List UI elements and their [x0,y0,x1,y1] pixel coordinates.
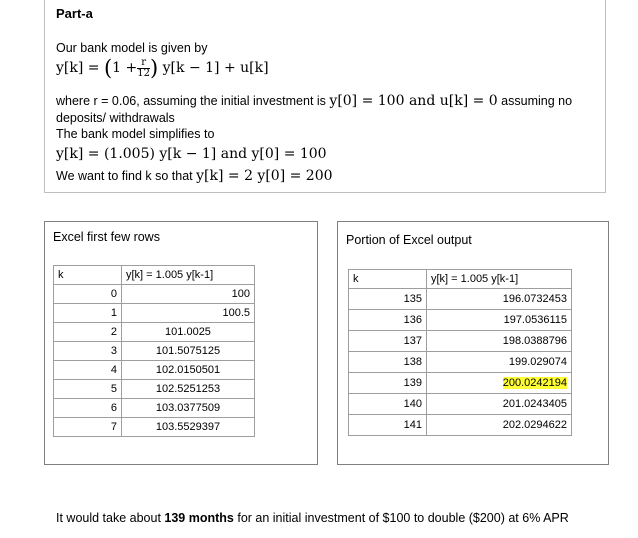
table-row [54,418,255,437]
table-row [54,285,255,304]
k-cell: 4 [54,361,122,380]
y-cell-highlighted [427,373,572,394]
table-header-row [54,266,255,285]
table-row [54,323,255,342]
y-cell: 202.0294622 [427,415,572,436]
find-line [56,168,333,184]
y-cell: 201.0243405 [427,394,572,415]
k-cell: 0 [54,285,122,304]
y-cell: 101.0025 [122,323,255,342]
simplified-equation [56,145,327,163]
k-cell: 1 [54,304,122,323]
eq1-one-plus: 1 + [112,60,138,77]
conclusion-text [56,510,569,526]
eq2-math-2: y[0] = 100 [251,146,327,162]
conclusion-part-2: for an initial investment of $100 to double ($200) at 6% APR [233,511,569,525]
y-cell: 100.5 [122,304,255,323]
y-cell: 103.5529397 [122,418,255,437]
where-text-3: assuming no [497,94,573,108]
col-y-header: y[k] = 1.005 y[k-1] [427,270,572,289]
k-cell: 138 [349,352,427,373]
k-cell: 139 [349,373,427,394]
y-cell: 196.0732453 [427,289,572,310]
where-math-1: y[0] = 100 [329,93,405,109]
k-cell: 137 [349,331,427,352]
col-k-header: k [349,270,427,289]
conclusion-bold: 139 months [164,511,234,525]
bank-model-equation [56,56,269,80]
find-text: We want to find k so that [56,169,197,183]
table-row [349,415,572,436]
conclusion-part-1: It would take about [56,511,165,525]
where-line [56,93,572,109]
eq1-lhs: y[k] = [56,60,104,77]
table-row [349,331,572,352]
table-row [54,342,255,361]
where-text-2: and [404,93,440,109]
excel-output-panel [337,221,609,465]
excel-first-rows-panel [44,221,318,465]
table-row [349,289,572,310]
table-row [349,352,572,373]
table-row [349,394,572,415]
where-line-2: deposits/ withdrawals [56,111,175,125]
eq1-open: ( [103,56,113,80]
table-row [54,399,255,418]
part-label: Part-a [56,6,93,21]
k-cell: 5 [54,380,122,399]
table-row [349,310,572,331]
eq1-close: ) [149,56,159,80]
left-excel-table [53,265,255,437]
k-cell: 135 [349,289,427,310]
col-y-header: y[k] = 1.005 y[k-1] [122,266,255,285]
eq1-denominator: 12 [137,67,150,79]
y-cell: 199.029074 [427,352,572,373]
eq2-text: and [216,146,252,162]
k-cell: 136 [349,310,427,331]
k-cell: 6 [54,399,122,418]
y-cell: 102.5251253 [122,380,255,399]
table-row [54,380,255,399]
eq2-math-1: y[k] = (1.005) y[k − 1] [56,146,217,162]
where-text-1: where r = 0.06, assuming the initial investment is [56,94,330,108]
eq1-numerator: r [137,58,150,69]
col-k-header: k [54,266,122,285]
highlighted-value: 200.0242194 [502,377,567,389]
where-math-2: u[k] = 0 [439,93,498,109]
y-cell: 101.5075125 [122,342,255,361]
table-header-row [349,270,572,289]
right-panel-title: Portion of Excel output [346,233,472,247]
y-cell: 197.0536115 [427,310,572,331]
y-cell: 102.0150501 [122,361,255,380]
intro-text: Our bank model is given by [56,41,208,55]
k-cell: 3 [54,342,122,361]
y-cell: 103.0377509 [122,399,255,418]
y-cell: 100 [122,285,255,304]
table-row [54,304,255,323]
right-excel-table [348,269,572,436]
table-row [54,361,255,380]
table-row-highlighted [349,373,572,394]
left-panel-title: Excel first few rows [53,230,160,244]
y-cell: 198.0388796 [427,331,572,352]
k-cell: 141 [349,415,427,436]
k-cell: 2 [54,323,122,342]
find-math: y[k] = 2 y[0] = 200 [196,168,333,184]
k-cell: 140 [349,394,427,415]
k-cell: 7 [54,418,122,437]
eq1-fraction [137,58,150,79]
simplifies-text: The bank model simplifies to [56,127,215,141]
eq1-rhs: y[k − 1] + u[k] [158,60,269,77]
